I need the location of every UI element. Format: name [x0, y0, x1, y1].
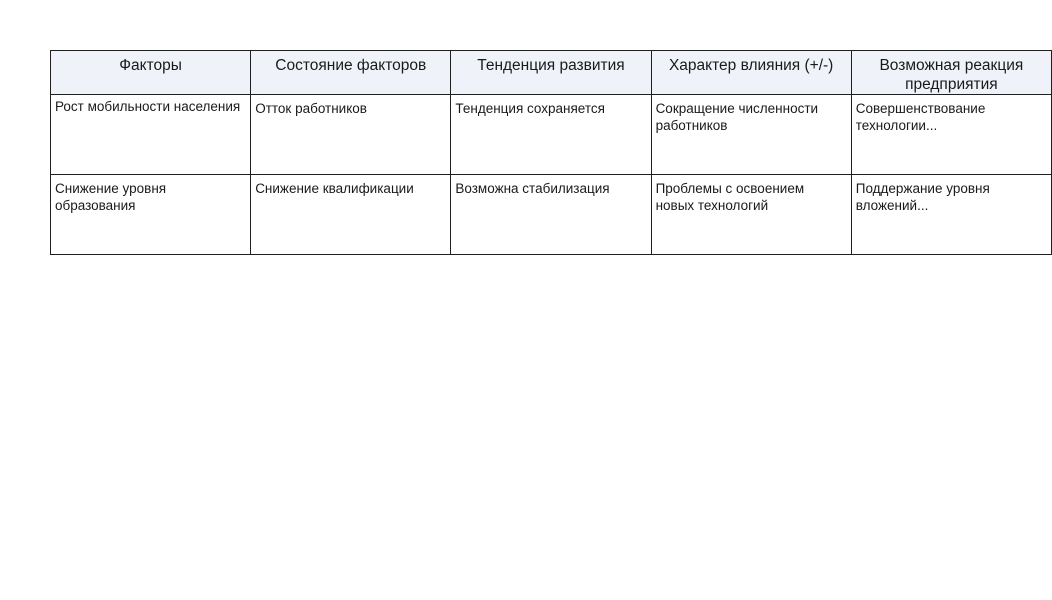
table-cell: Возможна стабилизация	[451, 175, 651, 255]
factors-table	[50, 50, 1052, 255]
factors-table-container	[50, 50, 1024, 251]
table-cell: Снижение уровня образования	[51, 175, 251, 255]
header-trend: Тенденция развития	[451, 51, 651, 95]
table-cell: Снижение квалификации	[251, 175, 451, 255]
table-cell: Рост мобильности населения	[51, 95, 251, 175]
header-factor-state: Состояние факторов	[251, 51, 451, 95]
table-header-row	[51, 51, 1052, 95]
table-cell: Поддержание уровня вложений...	[851, 175, 1051, 255]
table-cell: Тенденция сохраняется	[451, 95, 651, 175]
table-cell: Проблемы с освоением новых технологий	[651, 175, 851, 255]
table-cell: Сокращение численности работников	[651, 95, 851, 175]
header-factors: Факторы	[51, 51, 251, 95]
header-enterprise-reaction: Возможная реакция предприятия	[851, 51, 1051, 95]
header-impact: Характер влияния (+/-)	[651, 51, 851, 95]
table-row	[51, 95, 1052, 175]
table-cell: Совершенствование технологии...	[851, 95, 1051, 175]
table-cell: Отток работников	[251, 95, 451, 175]
table-row	[51, 175, 1052, 255]
